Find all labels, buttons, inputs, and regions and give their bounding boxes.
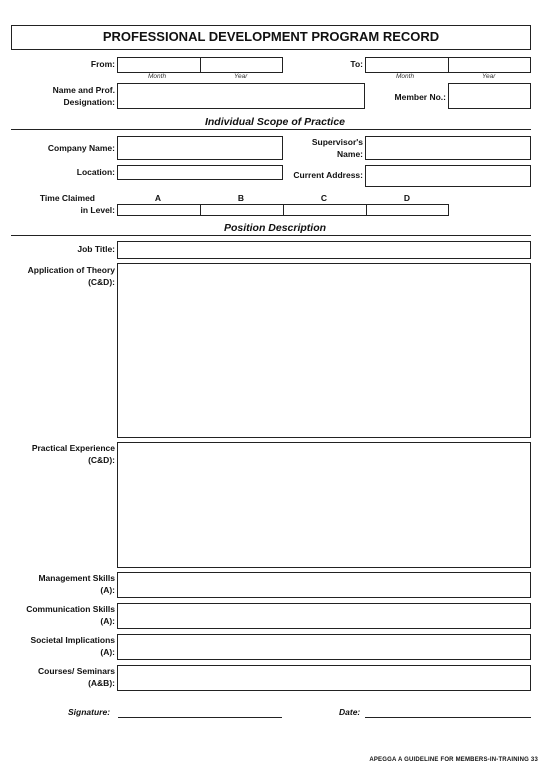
current-address-field[interactable] [365, 165, 531, 187]
communication-label-line2: (A): [100, 616, 115, 626]
signature-line[interactable] [118, 717, 282, 718]
company-name-field[interactable] [117, 136, 283, 160]
date-label: Date: [339, 707, 361, 717]
from-year-caption: Year [234, 73, 248, 80]
job-title-label: Job Title: [77, 244, 115, 254]
from-date-divider [200, 58, 201, 72]
date-line[interactable] [365, 717, 531, 718]
member-no-label: Member No.: [394, 92, 446, 102]
to-month-caption: Month [396, 73, 415, 80]
courses-label-line2: (A&B): [88, 678, 115, 688]
practical-label-line1: Practical Experience [31, 443, 115, 453]
member-no-field[interactable] [448, 83, 531, 109]
position-heading: Position Description [223, 222, 327, 234]
courses-label-line1: Courses/ Seminars [37, 666, 115, 676]
page-footer: APEGGA A GUIDELINE FOR MEMBERS-IN-TRAINING 33 [369, 757, 538, 763]
time-claimed-label-line1: Time Claimed [39, 193, 95, 203]
theory-label-line1: Application of Theory [27, 265, 115, 275]
form-title: PROFESSIONAL DEVELOPMENT PROGRAM RECORD [11, 25, 531, 50]
time-claimed-field[interactable] [117, 204, 449, 216]
from-label: From: [90, 59, 115, 69]
level-divider-3 [366, 205, 367, 215]
signature-label: Signature: [68, 707, 111, 717]
position-rule [11, 235, 531, 236]
supervisor-name-field[interactable] [365, 136, 531, 160]
practical-field[interactable] [117, 442, 531, 568]
location-label: Location: [76, 167, 115, 177]
company-label: Company Name: [47, 143, 115, 153]
societal-label-line2: (A): [100, 647, 115, 657]
from-month-caption: Month [148, 73, 167, 80]
courses-field[interactable] [117, 665, 531, 691]
to-date-field[interactable] [365, 57, 531, 73]
supervisor-label-line2: Name: [337, 149, 363, 159]
management-label-line2: (A): [100, 585, 115, 595]
theory-label-line2: (C&D): [88, 277, 115, 287]
current-address-label: Current Address: [293, 170, 363, 180]
societal-label-line1: Societal Implications [30, 635, 115, 645]
name-label-line2: Designation: [63, 97, 115, 107]
level-c-header: C [320, 193, 328, 203]
level-divider-1 [200, 205, 201, 215]
management-label-line1: Management Skills [38, 573, 115, 583]
theory-field[interactable] [117, 263, 531, 438]
job-title-field[interactable] [117, 241, 531, 259]
level-d-header: D [403, 193, 411, 203]
practical-label-line2: (C&D): [88, 455, 115, 465]
name-label-line1: Name and Prof. [52, 85, 115, 95]
to-year-caption: Year [482, 73, 496, 80]
communication-field[interactable] [117, 603, 531, 629]
time-claimed-label-line2: in Level: [80, 205, 115, 215]
scope-rule [11, 129, 531, 130]
to-date-divider [448, 58, 449, 72]
level-a-header: A [154, 193, 162, 203]
communication-label-line1: Communication Skills [26, 604, 115, 614]
to-label: To: [350, 59, 363, 69]
location-field[interactable] [117, 165, 283, 180]
supervisor-label-line1: Supervisor's [311, 137, 363, 147]
management-field[interactable] [117, 572, 531, 598]
from-date-field[interactable] [117, 57, 283, 73]
level-divider-2 [283, 205, 284, 215]
level-b-header: B [237, 193, 245, 203]
societal-field[interactable] [117, 634, 531, 660]
scope-heading: Individual Scope of Practice [204, 116, 346, 128]
name-designation-field[interactable] [117, 83, 365, 109]
